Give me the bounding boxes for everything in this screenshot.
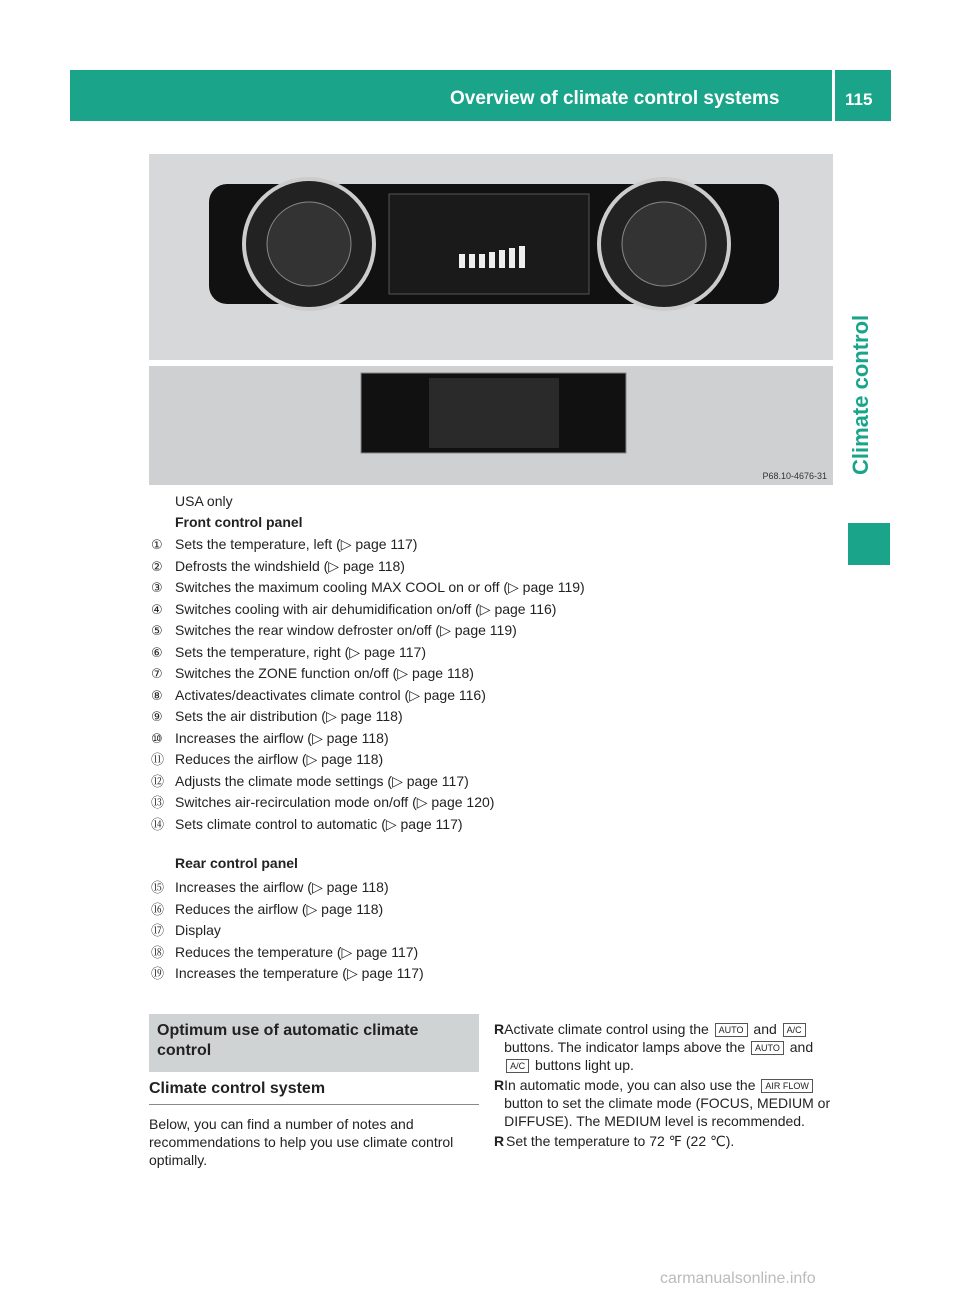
ac-button-icon: A/C — [506, 1059, 529, 1073]
item-number: ⑭ — [151, 816, 165, 832]
front-panel-figure — [149, 154, 833, 360]
rear-panel-heading: Rear control panel — [175, 855, 298, 871]
ac-button-icon: A/C — [783, 1023, 806, 1037]
bullet-icon: R — [494, 1021, 505, 1037]
list-item — [151, 814, 791, 836]
item-number: ⑯ — [151, 901, 165, 917]
bullet-text-part: buttons. The indicator lamps above the — [504, 1039, 746, 1055]
list-item — [151, 706, 791, 728]
item-text: Reduces the airflow (▷ page 118) — [175, 900, 384, 917]
tips-list — [494, 1020, 839, 1152]
front-items-list — [151, 534, 791, 835]
item-number: ④ — [151, 601, 163, 617]
subsection-divider — [149, 1104, 479, 1105]
list-item — [151, 577, 791, 599]
list-item — [151, 685, 791, 707]
list-item — [494, 1076, 839, 1130]
item-number: ⑥ — [151, 644, 163, 660]
item-number: ⑱ — [151, 944, 165, 960]
auto-button-icon: AUTO — [715, 1023, 748, 1037]
item-text: Reduces the airflow (▷ page 118) — [175, 751, 384, 767]
item-number: ② — [151, 558, 163, 574]
list-item — [151, 771, 791, 793]
item-text: Sets the temperature, right (▷ page 117) — [175, 643, 426, 660]
list-item — [151, 642, 791, 664]
item-text: Switches the maximum cooling MAX COOL on or off (▷ page 119) — [175, 579, 585, 595]
item-number: ⑦ — [151, 666, 163, 681]
item-text: Reduces the temperature (▷ page 117) — [175, 943, 419, 960]
section-heading: Optimum use of automatic climate control — [157, 1022, 419, 1059]
list-item — [151, 920, 791, 942]
item-number: ⑮ — [151, 880, 165, 895]
rear-panel-illustration — [149, 366, 833, 485]
list-item — [494, 1132, 839, 1150]
item-text: Sets the air distribution (▷ page 118) — [175, 708, 403, 724]
list-item — [151, 534, 791, 556]
side-section-label: Climate control — [848, 314, 873, 476]
subsection-heading: Climate control system — [149, 1080, 326, 1097]
item-text: Adjusts the climate mode settings (▷ page 117) — [175, 772, 469, 789]
list-item — [151, 942, 791, 964]
figure-code: P68.10-4676-31 — [762, 471, 827, 481]
list-item — [151, 899, 791, 921]
front-panel-heading: Front control panel — [175, 514, 303, 530]
item-number: ⑲ — [151, 966, 165, 981]
item-number: ① — [151, 537, 163, 552]
list-item — [151, 728, 791, 750]
bullet-text-part: and — [753, 1021, 777, 1037]
item-text: Activates/deactivates climate control (▷ page 116) — [175, 686, 486, 703]
auto-button-icon: AUTO — [751, 1041, 784, 1055]
region-note: USA only — [175, 493, 233, 509]
rear-panel-figure — [149, 366, 833, 485]
rear-items-list — [151, 877, 791, 985]
list-item — [151, 556, 791, 578]
list-item — [151, 792, 791, 814]
item-number: ⑧ — [151, 687, 163, 703]
item-text: Sets the temperature, left (▷ page 117) — [175, 536, 418, 552]
item-number: ⑩ — [151, 730, 163, 746]
list-item — [151, 877, 791, 899]
item-text: Switches cooling with air dehumidification on/off (▷ page 116) — [175, 600, 557, 617]
bullet-icon: R — [494, 1077, 505, 1093]
item-number: ⑨ — [151, 709, 163, 724]
item-text: Increases the airflow (▷ page 118) — [175, 879, 389, 895]
item-number: ⑰ — [151, 923, 165, 938]
bullet-text-part: Activate climate control using the — [504, 1021, 709, 1037]
item-text: Increases the airflow (▷ page 118) — [175, 729, 389, 746]
bullet-text-part: and — [789, 1039, 814, 1055]
item-number: ⑪ — [151, 752, 165, 767]
intro-paragraph: Below, you can find a number of notes and recommendations to help you use climate control optimally. — [149, 1116, 454, 1168]
item-text: Display — [175, 922, 221, 938]
page-header-title: Overview of climate control systems — [450, 88, 780, 109]
list-item — [151, 749, 791, 771]
item-text: Switches the ZONE function on/off (▷ page 118) — [175, 665, 474, 681]
bullet-text-part: button to set the climate mode (FOCUS, MEDIUM or DIFFUSE). The MEDIUM level is recommended. — [504, 1095, 831, 1129]
page-number: 115 — [845, 90, 873, 109]
item-text: Switches the rear window defroster on/off (▷ page 119) — [175, 622, 517, 638]
list-item — [151, 620, 791, 642]
header-separator — [832, 70, 835, 121]
list-item — [151, 663, 791, 685]
bullet-text — [504, 1076, 839, 1130]
bullet-text — [504, 1020, 839, 1074]
item-text: Switches air-recirculation mode on/off (▷ page 120) — [175, 794, 495, 810]
bullet-text-part: buttons light up. — [535, 1057, 634, 1073]
side-tab-marker — [848, 523, 890, 565]
bullet-text-part: In automatic mode, you can also use the — [504, 1077, 756, 1093]
bullet-text: Set the temperature to 72 ℉ (22 ℃). — [506, 1133, 735, 1149]
list-item — [494, 1020, 839, 1074]
item-number: ⑬ — [151, 795, 165, 810]
list-item — [151, 963, 791, 985]
footer-watermark: carmanualsonline.info — [660, 1270, 816, 1287]
item-number: ⑫ — [151, 773, 165, 789]
item-number: ③ — [151, 580, 163, 595]
item-text: Sets climate control to automatic (▷ page 117) — [175, 815, 463, 832]
airflow-button-icon: AIR FLOW — [761, 1079, 813, 1093]
list-item — [151, 599, 791, 621]
item-number: ⑤ — [151, 623, 163, 638]
bullet-icon: R — [494, 1133, 505, 1149]
front-panel-illustration — [149, 154, 833, 360]
item-text: Increases the temperature (▷ page 117) — [175, 965, 424, 981]
item-text: Defrosts the windshield (▷ page 118) — [175, 557, 405, 574]
